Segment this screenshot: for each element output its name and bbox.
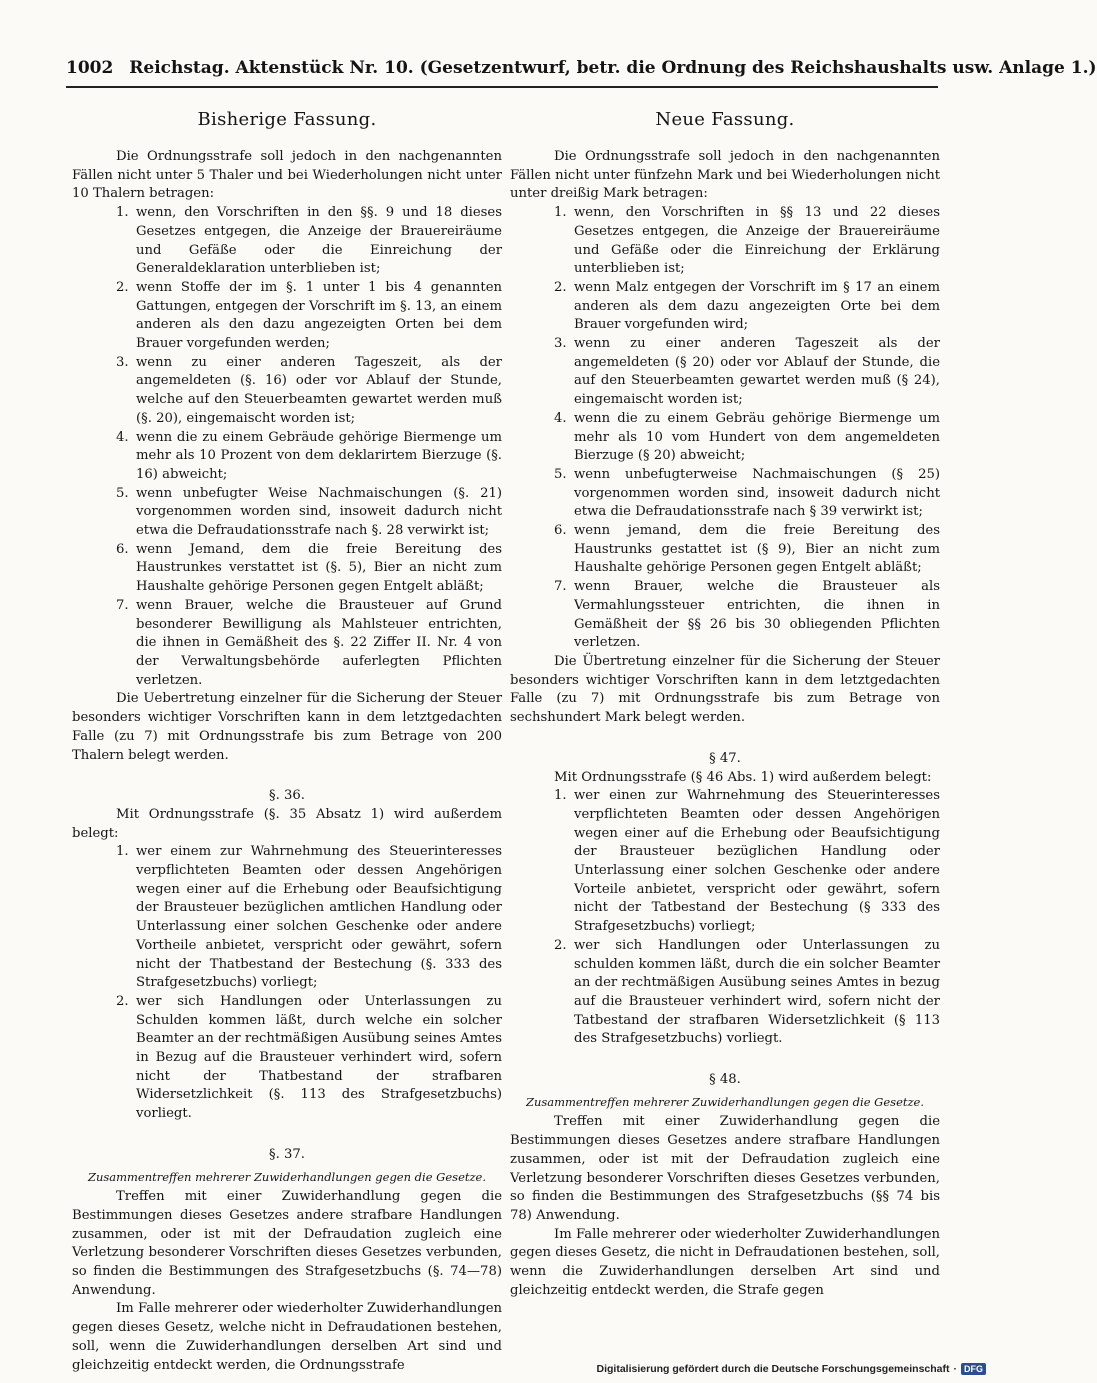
item-text: wenn zu einer anderen Tageszeit, als der angemeldeten (§. 16) oder vor Ablauf der Stunde, welche auf den Steuerbeamten gewartet werden muß (§. 20), eingemaischt worden ist; bbox=[136, 354, 502, 426]
item-list bbox=[116, 204, 502, 690]
running-header bbox=[66, 58, 1097, 88]
section-heading: § 48. bbox=[709, 1072, 741, 1088]
item-text: wenn zu einer anderen Tageszeit als der angemeldeten (§ 20) oder vor Ablauf der Stunde, die auf den Steuerbeamten gewartet werden muß (§ 24), eingemaischt worden ist; bbox=[574, 336, 940, 408]
list-item bbox=[554, 787, 940, 937]
list-item bbox=[116, 843, 502, 993]
list-item bbox=[116, 485, 502, 541]
dfg-logo: DFG bbox=[961, 1363, 986, 1375]
item-text: wenn Stoffe der im §. 1 unter 1 bis 4 genannten Gattungen, entgegen der Vorschrift im §. 13, an einem anderen als den dazu angezeigten Orten bei dem Brauer vorgefunden werden; bbox=[136, 279, 502, 352]
item-number: 7. bbox=[554, 579, 567, 595]
item-number: 6. bbox=[116, 541, 129, 557]
item-text: wenn Brauer, welche die Brausteuer als Vermahlungssteuer entrichten, die ihnen in Gemäßheit der §§ 26 bis 30 obliegenden Pflichten verletzen. bbox=[574, 579, 940, 651]
section-heading: § 47. bbox=[709, 750, 741, 766]
list-item bbox=[116, 429, 502, 485]
list-item bbox=[116, 993, 502, 1124]
item-text: wenn die zu einem Gebräu gehörige Biermenge um mehr als 10 vom Hundert von dem angemeldeten Bierzuge (§ 20) abweicht; bbox=[574, 410, 940, 464]
item-number: 2. bbox=[554, 279, 567, 295]
item-text: wenn die zu einem Gebräude gehörige Biermenge um mehr als 10 Prozent von dem deklarirtem Bierzuge (§. 16) abweicht; bbox=[136, 429, 502, 482]
item-list bbox=[554, 204, 940, 653]
running-title: Reichstag. Aktenstück Nr. 10. (Gesetzentwurf, betr. die Ordnung des Reichshaushalts usw. Anlage 1.) bbox=[129, 58, 1097, 78]
item-number: 7. bbox=[116, 597, 129, 613]
section-paragraph: Treffen mit einer Zuwiderhandlung gegen die Bestimmungen dieses Gesetzes andere strafbare Handlungen zusammen, oder ist mit der Defraudation zugleich eine Verletzung besonderer Vorschriften dieses Gesetzes verbunden, so finden die Bestimmungen des Strafgesetzbuchs (§§ 74 bis 78) Anwendung. bbox=[510, 1114, 940, 1223]
item-number: 6. bbox=[554, 523, 567, 539]
section-paragraph: Im Falle mehrerer oder wiederholter Zuwiderhandlungen gegen dieses Gesetz, welche nicht in Defraudationen bestehen, soll, wenn die Zuwiderhandlungen derselben Art sind und gleichzeitig entdeckt werden, die Ordnungsstrafe bbox=[72, 1301, 502, 1373]
item-list bbox=[554, 787, 940, 1049]
column-title: Neue Fassung. bbox=[655, 109, 795, 130]
item-number: 5. bbox=[116, 485, 129, 501]
list-item bbox=[116, 279, 502, 354]
section-paragraph: Im Falle mehrerer oder wiederholter Zuwiderhandlungen gegen dieses Gesetz, die nicht in Defraudationen bestehen, soll, wenn die Zuwiderhandlungen derselben Art sind und gleichzeitig entdeckt werden, die Strafe gegen bbox=[510, 1226, 940, 1298]
item-text: wer einen zur Wahrnehmung des Steuerinteresses verpflichteten Beamten oder dessen Angehörigen wegen einer auf die Erhebung oder Beaufsichtigung der Brausteuer bezüglichen Handlung oder Unterlassung einer solchen Geschenke oder andere Vorteile anbietet, verspricht oder gewährt, sofern nicht der Tatbestand der Bestechung (§ 333 des Strafgesetzbuchs) vorliegt; bbox=[574, 788, 940, 935]
item-text: wenn Malz entgegen der Vorschrift im § 17 an einem anderen als dem dazu angezeigten Orte bei dem Brauer vorgefunden wird; bbox=[574, 279, 940, 333]
list-item bbox=[554, 204, 940, 279]
item-number: 5. bbox=[554, 466, 567, 482]
header-rule bbox=[66, 86, 938, 88]
item-number: 4. bbox=[554, 410, 567, 426]
item-number: 1. bbox=[116, 205, 129, 221]
closing-paragraph: Die Uebertretung einzelner für die Sicherung der Steuer besonders wichtiger Vorschriften kann in dem letztgedachten Falle (zu 7) mit Ordnungsstrafe bis zum Betrage von 200 Thalern belegt werden. bbox=[72, 691, 502, 763]
section-heading: §. 37. bbox=[269, 1146, 305, 1162]
item-number: 2. bbox=[554, 937, 567, 953]
list-item bbox=[116, 541, 502, 597]
item-text: wer sich Handlungen oder Unterlassungen zu schulden kommen läßt, durch die ein solcher Beamter an der rechtmäßigen Ausübung seines Amtes in bezug auf die Brausteuer verhindert wird, sofern nicht der Tatbestand der strafbaren Widersetzlichkeit (§ 113 des Strafgesetzbuchs) vorliegt. bbox=[574, 937, 940, 1047]
section-subheading: Zusammentreffen mehrerer Zuwiderhandlungen gegen die Gesetze. bbox=[87, 1169, 487, 1184]
item-text: wenn Jemand, dem die freie Bereitung des Haustrunkes verstattet ist (§. 5), Bier an nicht zum Haushalte gehörige Personen gegen Entgelt abläßt; bbox=[136, 541, 502, 595]
intro-paragraph: Die Ordnungsstrafe soll jedoch in den nachgenannten Fällen nicht unter 5 Thaler und bei Wiederholungen nicht unter 10 Thalern betragen: bbox=[72, 149, 502, 202]
separator-dot: · bbox=[953, 1363, 957, 1375]
item-number: 1. bbox=[116, 844, 129, 860]
section-paragraph: Treffen mit einer Zuwiderhandlung gegen die Bestimmungen dieses Gesetzes andere strafbare Handlungen zusammen, oder ist mit der Defraudation zugleich eine Verletzung besonderer Vorschriften dieses Gesetzes verbunden, so finden die Bestimmungen des Strafgesetzbuchs (§. 74—78) Anwendung. bbox=[72, 1189, 502, 1298]
item-text: wer einem zur Wahrnehmung des Steuerinteresses verpflichteten Beamten oder dessen Angehörigen wegen einer auf die Erhebung oder Beaufsichtigung der Brausteuer bezüglichen amtlichen Handlung oder Unterlassung einer solchen Geschenke oder andere Vortheile anbietet, verspricht oder gewährt, sofern nicht der Thatbestand der Bestechung (§. 333 des Strafgesetzbuchs) vorliegt; bbox=[136, 844, 502, 991]
page-number: 1002 bbox=[66, 58, 114, 78]
section-subheading: Zusammentreffen mehrerer Zuwiderhandlungen gegen die Gesetze. bbox=[525, 1094, 925, 1109]
item-text: wenn unbefugter Weise Nachmaischungen (§. 21) vorgenommen worden sind, insoweit dadurch nicht etwa die Defraudationsstrafe nach §. 28 verwirkt ist; bbox=[136, 485, 502, 539]
list-item bbox=[554, 578, 940, 653]
item-text: wenn, den Vorschriften in §§ 13 und 22 dieses Gesetzes entgegen, die Anzeige der Brauereiräume und Gefäße oder die Einreichung der Erklärung unterblieben ist; bbox=[574, 205, 940, 277]
item-text: wenn, den Vorschriften in den §§. 9 und 18 dieses Gesetzes entgegen, die Anzeige der Brauereiräume und Gefäße oder die Einreichung der Generaldeklaration unterblieben ist; bbox=[136, 205, 502, 277]
credit-text: Digitalisierung gefördert durch die Deutsche Forschungsgemeinschaft bbox=[596, 1363, 950, 1375]
item-text: wenn unbefugterweise Nachmaischungen (§ 25) vorgenommen worden sind, insoweit dadurch nicht etwa die Defraudationsstrafe nach § 39 verwirkt ist; bbox=[574, 466, 940, 520]
list-item bbox=[116, 597, 502, 691]
item-text: wenn jemand, dem die freie Bereitung des Haustrunks gestattet ist (§ 9), Bier an nicht zum Haushalte gehörige Personen gegen Entgelt abläßt; bbox=[574, 523, 940, 576]
section-intro: Mit Ordnungsstrafe (§. 35 Absatz 1) wird außerdem belegt: bbox=[72, 806, 502, 841]
list-item bbox=[554, 522, 940, 578]
intro-paragraph: Die Ordnungsstrafe soll jedoch in den nachgenannten Fällen nicht unter fünfzehn Mark und bei Wiederholungen nicht unter dreißig Mark betragen: bbox=[510, 149, 940, 202]
item-text: wer sich Handlungen oder Unterlassungen zu Schulden kommen läßt, durch welche ein solcher Beamter an der rechtmäßigen Ausübung seines Amtes in Bezug auf die Brausteuer verhindert wird, sofern nicht der Thatbestand der strafbaren Widersetzlichkeit (§. 113 des Strafgesetzbuchs) vorliegt. bbox=[136, 993, 502, 1122]
list-item bbox=[554, 466, 940, 522]
list-item bbox=[554, 410, 940, 466]
list-item bbox=[554, 937, 940, 1049]
list-item bbox=[116, 354, 502, 429]
section-intro: Mit Ordnungsstrafe (§ 46 Abs. 1) wird außerdem belegt: bbox=[554, 769, 932, 785]
column-new-version bbox=[510, 108, 940, 1298]
item-list bbox=[116, 843, 502, 1124]
list-item bbox=[554, 279, 940, 335]
item-number: 3. bbox=[554, 336, 567, 352]
item-number: 3. bbox=[116, 354, 129, 370]
item-number: 1. bbox=[554, 205, 567, 221]
list-item bbox=[116, 204, 502, 279]
item-text: wenn Brauer, welche die Brausteuer auf Grund besonderer Bewilligung als Mahlsteuer entrichten, die ihnen in Gemäßheit des §. 22 Ziffer II. Nr. 4 von der Verwaltungsbehörde auferlegten Pflichten verletzen. bbox=[136, 597, 502, 688]
column-old-version bbox=[72, 108, 502, 1373]
item-number: 4. bbox=[116, 429, 129, 445]
column-title: Bisherige Fassung. bbox=[197, 109, 377, 130]
section-heading: §. 36. bbox=[269, 788, 305, 804]
item-number: 1. bbox=[554, 788, 567, 804]
list-item bbox=[554, 335, 940, 410]
closing-paragraph: Die Übertretung einzelner für die Sicherung der Steuer besonders wichtiger Vorschriften kann in dem letztgedachten Falle (zu 7) mit Ordnungsstrafe bis zum Betrage von sechshundert Mark belegt werden. bbox=[510, 653, 940, 726]
item-number: 2. bbox=[116, 279, 129, 295]
digitization-credit bbox=[597, 1363, 986, 1375]
item-number: 2. bbox=[116, 993, 129, 1009]
